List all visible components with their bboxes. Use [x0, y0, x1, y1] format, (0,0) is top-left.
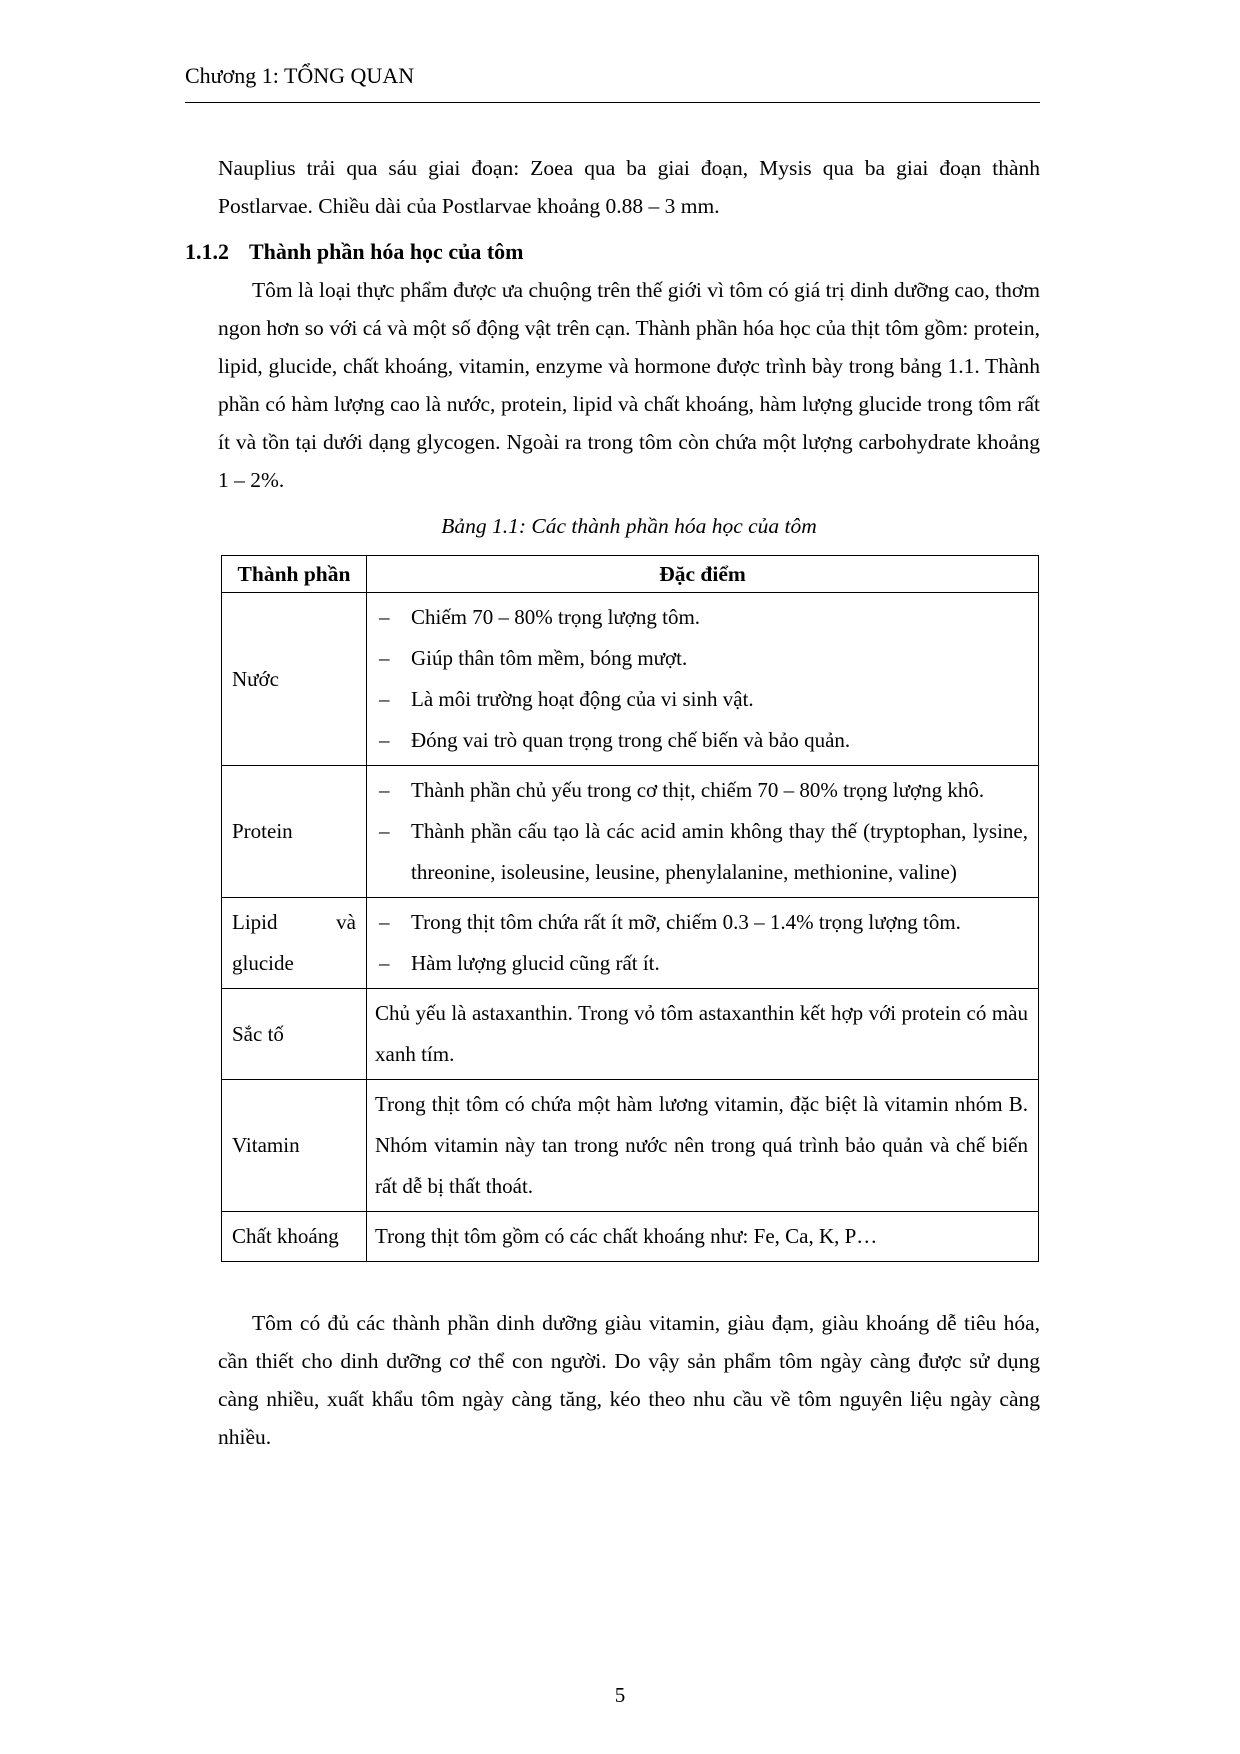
dash-bullet: –	[379, 605, 390, 629]
section-title: Thành phần hóa học của tôm	[249, 239, 524, 264]
header-cell-component: Thành phần	[222, 556, 367, 593]
section-number: 1.1.2	[185, 239, 229, 264]
page-number: 5	[614, 1683, 626, 1707]
bullet-text: Thành phần chủ yếu trong cơ thịt, chiếm 70 – 80% trọng lượng khô.	[411, 778, 985, 802]
table-row	[222, 766, 1039, 898]
dash-bullet: –	[379, 687, 390, 711]
component-cell: Chất khoáng	[222, 1212, 367, 1262]
table-row	[222, 898, 1039, 989]
cell-text: Chủ yếu là astaxanthin. Trong vỏ tôm astaxanthin kết hợp với protein có màu xanh tím.	[375, 1001, 1028, 1066]
table-body	[222, 593, 1039, 1262]
bullet-line	[375, 679, 1028, 720]
section-heading	[185, 233, 1040, 271]
bullet-line	[375, 902, 1028, 943]
continuation-paragraph: Nauplius trải qua sáu giai đoạn: Zoea qua ba giai đoạn, Mysis qua ba giai đoạn thành Postlarvae. Chiều dài của Postlarvae khoảng 0.88 – 3 mm.	[218, 156, 1040, 218]
table-caption: Bảng 1.1: Các thành phần hóa học của tôm	[441, 514, 817, 538]
bullet-text: Trong thịt tôm chứa rất ít mỡ, chiếm 0.3 – 1.4% trọng lượng tôm.	[411, 910, 961, 934]
bullet-text: Hàm lượng glucid cũng rất ít.	[411, 951, 660, 975]
composition-table	[221, 555, 1039, 1262]
closing-paragraph: Tôm có đủ các thành phần dinh dưỡng giàu vitamin, giàu đạm, giàu khoáng dễ tiêu hóa, cần thiết cho dinh dưỡng cơ thể con người. Do vậy sản phẩm tôm ngày càng được sử dụng càng nhiều, xuất khẩu tôm ngày càng tăng, kéo theo nhu cầu về tôm nguyên liệu ngày càng nhiều.	[218, 1311, 1040, 1449]
table-row	[222, 989, 1039, 1080]
chapter-header: Chương 1: TỔNG QUAN	[185, 63, 1040, 103]
bullet-line	[375, 943, 1028, 984]
table-row	[222, 1080, 1039, 1212]
bullet-line	[375, 638, 1028, 679]
intro-paragraph: Tôm là loại thực phẩm được ưa chuộng trên thế giới vì tôm có giá trị dinh dưỡng cao, thơm ngon hơn so với cá và một số động vật trên cạn. Thành phần hóa học của thịt tôm gồm: protein, lipid, glucide, chất khoáng, vitamin, enzyme và hormone được trình bày trong bảng 1.1. Thành phần có hàm lượng cao là nước, protein, lipid và chất khoáng, hàm lượng glucide trong tôm rất ít và tồn tại dưới dạng glycogen. Ngoài ra trong tôm còn chứa một lượng carbohydrate khoảng 1 – 2%.	[218, 278, 1040, 492]
bullet-text: Thành phần cấu tạo là các acid amin không thay thế (tryptophan, lysine, threonine, isoleusine, leusine, phenylalanine, methionine, valine)	[411, 819, 1028, 884]
detail-cell	[367, 766, 1039, 898]
table-row	[222, 593, 1039, 766]
dash-bullet: –	[379, 646, 390, 670]
dash-bullet: –	[379, 728, 390, 752]
bullet-text: Đóng vai trò quan trọng trong chế biến và bảo quản.	[411, 728, 851, 752]
table-header-row	[222, 556, 1039, 593]
component-cell: Nước	[222, 593, 367, 766]
component-cell: Lipid và glucide	[222, 898, 367, 989]
table-row	[222, 1212, 1039, 1262]
bullet-line	[375, 597, 1028, 638]
bullet-line	[375, 720, 1028, 761]
detail-cell	[367, 989, 1039, 1080]
detail-cell	[367, 593, 1039, 766]
cell-text: Trong thịt tôm có chứa một hàm lương vitamin, đặc biệt là vitamin nhóm B. Nhóm vitamin này tan trong nước nên trong quá trình bảo quản và chế biến rất dễ bị thất thoát.	[375, 1092, 1028, 1198]
component-cell: Protein	[222, 766, 367, 898]
document-body	[185, 149, 1040, 1456]
detail-cell	[367, 1080, 1039, 1212]
bullet-line	[375, 770, 1028, 811]
bullet-text: Giúp thân tôm mềm, bóng mượt.	[411, 646, 688, 670]
dash-bullet: –	[379, 910, 390, 934]
bullet-text: Chiếm 70 – 80% trọng lượng tôm.	[411, 605, 701, 629]
bullet-text: Là môi trường hoạt động của vi sinh vật.	[411, 687, 754, 711]
component-cell: Vitamin	[222, 1080, 367, 1212]
detail-cell	[367, 898, 1039, 989]
bullet-line	[375, 811, 1028, 893]
dash-bullet: –	[379, 778, 390, 802]
dash-bullet: –	[379, 819, 390, 843]
header-cell-detail: Đặc điểm	[367, 556, 1039, 593]
dash-bullet: –	[379, 951, 390, 975]
detail-cell	[367, 1212, 1039, 1262]
component-cell: Sắc tố	[222, 989, 367, 1080]
cell-text: Trong thịt tôm gồm có các chất khoáng như: Fe, Ca, K, P…	[375, 1224, 878, 1248]
